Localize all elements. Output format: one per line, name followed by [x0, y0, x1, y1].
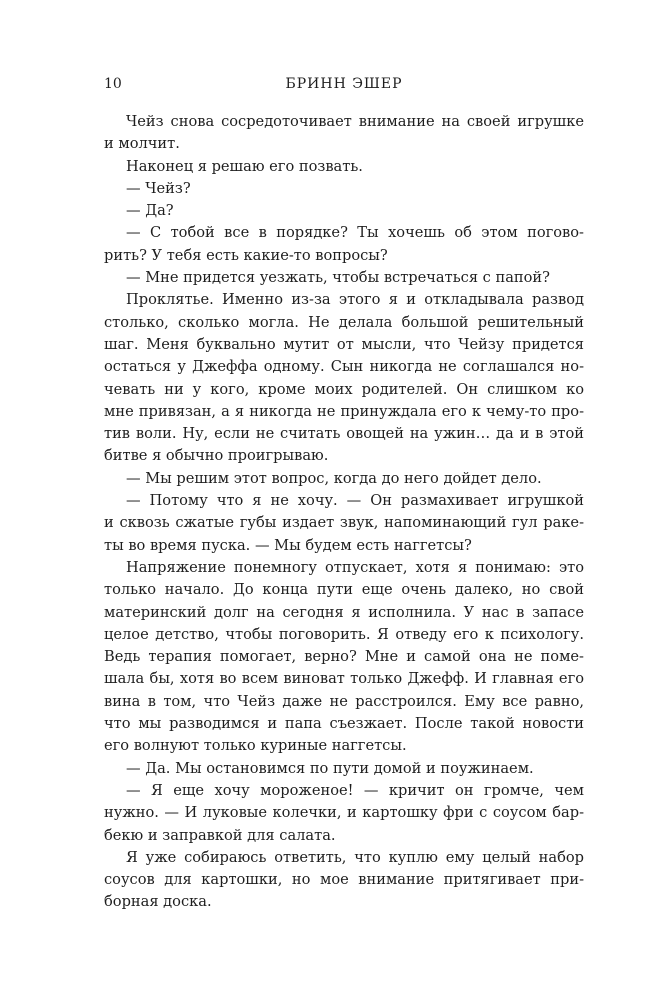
text-line: — Да?: [126, 202, 174, 220]
page-number: 10: [104, 76, 122, 92]
text-line: — Да. Мы остановимся по пути домой и поужинаем.: [126, 759, 534, 777]
text-line: — Мне придется уезжать, чтобы встречаться с папой?: [126, 269, 550, 287]
text-line: Чейз снова сосредоточивает внимание на своей игрушке: [126, 113, 584, 130]
text-line: шала бы, хотя во всем виноват только Джефф. И главная его: [104, 670, 584, 688]
text-line: Ведь терапия помогает, верно? Мне и самой она не поме-: [104, 648, 584, 666]
text-line: Проклятье. Именно из-за этого я и откладывала развод: [126, 291, 584, 309]
running-title: БРИНН ЭШЕР: [285, 76, 403, 92]
text-line: Напряжение понемногу отпускает, хотя я понимаю: это: [126, 558, 584, 576]
text-line: столько, сколько могла. Не делала большой решительный: [104, 313, 584, 331]
text-line: бекю и заправкой для салата.: [104, 826, 336, 844]
text-line: чевать ни у кого, кроме моих родителей. Он слишком ко: [104, 380, 584, 398]
text-line: вина в том, что Чейз даже не расстроился. Ему все равно,: [104, 692, 584, 710]
text-line: битве я обычно проигрываю.: [104, 447, 329, 465]
text-line: — С тобой все в порядке? Ты хочешь об этом погово-: [126, 224, 584, 242]
text-line: борная доска.: [104, 893, 212, 911]
text-line: остаться у Джеффа одному. Сын никогда не соглашался но-: [104, 358, 584, 376]
running-head: [104, 74, 584, 94]
text-line: — Мы решим этот вопрос, когда до него дойдет дело.: [126, 469, 542, 487]
text-line: тив воли. Ну, если не считать овощей на ужин… да и в этой: [104, 425, 584, 443]
text-line: только начало. До конца пути еще очень далеко, но свой: [104, 581, 584, 599]
text-line: соусов для картошки, но мое внимание притягивает при-: [104, 871, 584, 889]
text-line: и молчит.: [104, 135, 180, 153]
text-line: — Я еще хочу мороженое! — кричит он громче, чем: [126, 781, 584, 799]
text-line: Я уже собираюсь ответить, что куплю ему целый набор: [126, 848, 584, 866]
text-line: его волнуют только куриные наггетсы.: [104, 737, 407, 755]
text-line: и сквозь сжатые губы издает звук, напоминающий гул раке-: [104, 514, 584, 532]
text-line: что мы разводимся и папа съезжает. После такой новости: [104, 715, 584, 733]
text-line: ты во время пуска. — Мы будем есть наггетсы?: [104, 536, 472, 554]
text-line: целое детство, чтобы поговорить. Я отведу его к психологу.: [104, 625, 584, 643]
text-line: шаг. Меня буквально мутит от мысли, что Чейзу придется: [104, 335, 584, 353]
text-line: нужно. — И луковые колечки, и картошку фри с соусом бар-: [104, 804, 584, 822]
text-line: рить? У тебя есть какие-то вопросы?: [104, 246, 388, 264]
text-line: Наконец я решаю его позвать.: [126, 157, 363, 175]
text-line: — Чейз?: [126, 179, 191, 197]
text-line: — Потому что я не хочу. — Он размахивает игрушкой: [126, 492, 584, 510]
text-line: мне привязан, а я никогда не принуждала его к чему-то про-: [104, 402, 584, 420]
body-text: [104, 111, 584, 914]
text-line: материнский долг на сегодня я исполнила. У нас в запасе: [104, 603, 584, 621]
